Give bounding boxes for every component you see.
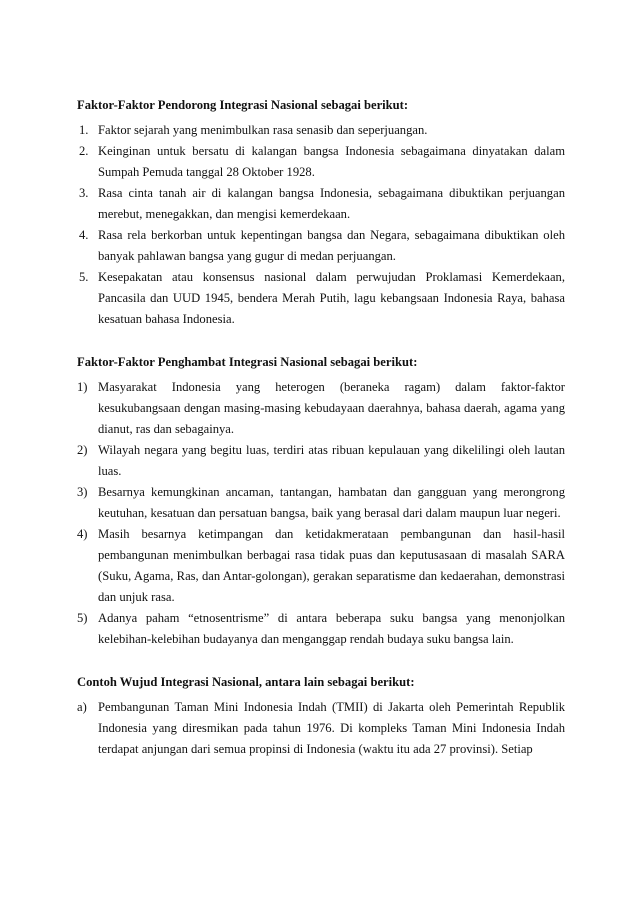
list-item (77, 183, 565, 225)
list-item-text: Rasa rela berkorban untuk kepentingan bangsa dan Negara, sebagaimana dibuktikan oleh banyak pahlawan bangsa yang gugur di medan perjuangan. (98, 228, 565, 263)
list-item (77, 267, 565, 330)
list-marker: 3. (79, 186, 89, 200)
list-marker: 1. (79, 123, 89, 137)
list-item-text: Adanya paham “etnosentrisme” di antara beberapa suku bangsa yang menonjolkan kelebihan-kelebihan budayanya dan menganggap rendah budaya suku bangsa lain. (98, 611, 565, 646)
list-item-text: Masih besarnya ketimpangan dan ketidakmerataan pembangunan dan hasil-hasil pembangunan menimbulkan berbagai rasa tidak puas dan keputusasaan di masalah SARA (Suku, Agama, Ras, dan Antar-golongan), gerakan separatisme dan kedaerahan, demonstrasi dan unjuk rasa. (98, 527, 565, 604)
list-item (77, 697, 565, 760)
list-item (77, 608, 565, 650)
pendorong-list (77, 120, 565, 330)
list-marker: 5) (77, 611, 88, 625)
section-title-contoh: Contoh Wujud Integrasi Nasional, antara lain sebagai berikut: (77, 675, 415, 689)
list-item (77, 120, 565, 141)
list-item-text: Pembangunan Taman Mini Indonesia Indah (TMII) di Jakarta oleh Pemerintah Republik Indonesia yang diresmikan pada tahun 1976. Di kompleks Taman Mini Indonesia Indah terdapat anjungan dari semua propinsi di Indonesia (waktu itu ada 27 provinsi). Setiap (98, 700, 565, 756)
list-item-text: Keinginan untuk bersatu di kalangan bangsa Indonesia sebagaimana dinyatakan dalam Sumpah Pemuda tanggal 28 Oktober 1928. (98, 144, 565, 179)
document-body (77, 95, 565, 782)
penghambat-list (77, 377, 565, 650)
section-pendorong (77, 95, 565, 330)
list-item (77, 225, 565, 267)
list-item-text: Besarnya kemungkinan ancaman, tantangan, hambatan dan gangguan yang merongrong keutuhan, kesatuan dan persatuan bangsa, baik yang berasal dari dalam maupun luar negeri. (98, 485, 565, 520)
section-penghambat (77, 352, 565, 650)
list-item-text: Masyarakat Indonesia yang heterogen (beraneka ragam) dalam faktor-faktor kesukubangsaan dengan masing-masing kebudayaan daerahnya, bahasa daerah, agama yang dianut, ras dan sebagainya. (98, 380, 565, 436)
list-item-text: Wilayah negara yang begitu luas, terdiri atas ribuan kepulauan yang dikelilingi oleh lautan luas. (98, 443, 565, 478)
list-item (77, 524, 565, 608)
list-marker: 1) (77, 380, 88, 394)
section-contoh (77, 672, 565, 760)
list-marker: 5. (79, 270, 89, 284)
section-title-penghambat: Faktor-Faktor Penghambat Integrasi Nasional sebagai berikut: (77, 355, 418, 369)
list-marker: a) (77, 700, 87, 714)
list-item (77, 141, 565, 183)
list-marker: 2) (77, 443, 88, 457)
list-item-text: Kesepakatan atau konsensus nasional dalam perwujudan Proklamasi Kemerdekaan, Pancasila dan UUD 1945, bendera Merah Putih, lagu kebangsaan Indonesia Raya, bahasa kesatuan bahasa Indonesia. (98, 270, 565, 326)
list-item-text: Rasa cinta tanah air di kalangan bangsa Indonesia, sebagaimana dibuktikan perjuangan merebut, menegakkan, dan mengisi kemerdekaan. (98, 186, 565, 221)
list-marker: 3) (77, 485, 88, 499)
list-item (77, 482, 565, 524)
list-item (77, 377, 565, 440)
section-title-pendorong: Faktor-Faktor Pendorong Integrasi Nasional sebagai berikut: (77, 98, 409, 112)
list-marker: 4) (77, 527, 88, 541)
list-item (77, 440, 565, 482)
list-marker: 4. (79, 228, 89, 242)
list-item-text: Faktor sejarah yang menimbulkan rasa senasib dan seperjuangan. (98, 123, 428, 137)
list-marker: 2. (79, 144, 89, 158)
contoh-list (77, 697, 565, 760)
